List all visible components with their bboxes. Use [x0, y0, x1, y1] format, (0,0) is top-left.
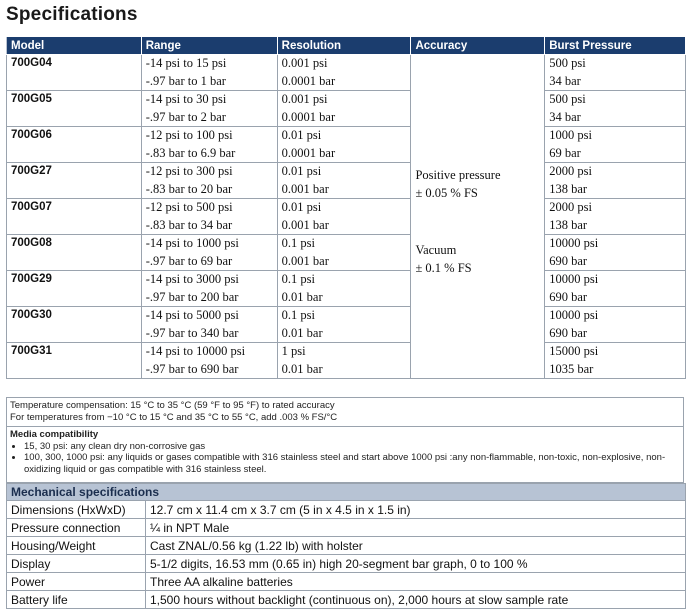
burst-pressure-cell-line: 2000 psi — [549, 164, 592, 178]
burst-pressure-cell — [545, 91, 686, 127]
resolution-cell-line: 1 psi — [281, 344, 306, 358]
range-cell-line: -.97 bar to 200 bar — [145, 289, 239, 304]
model-cell: 700G29 — [7, 271, 142, 307]
table-row — [7, 91, 686, 127]
mechanical-label: Pressure connection — [7, 519, 146, 537]
vacuum-accuracy — [415, 242, 540, 277]
resolution-cell-line: 0.001 psi — [281, 92, 328, 106]
range-cell-line: -14 psi to 3000 psi — [145, 272, 239, 286]
range-cell — [141, 199, 277, 235]
resolution-cell-line: 0.01 bar — [281, 325, 323, 340]
range-cell — [141, 307, 277, 343]
positive-pressure-label: Positive pressure — [415, 168, 501, 182]
resolution-cell-line: 0.001 psi — [281, 56, 328, 70]
mechanical-value: 1,500 hours without backlight (continuous on), 2,000 hours at slow sample rate — [146, 591, 686, 609]
mechanical-value: Three AA alkaline batteries — [146, 573, 686, 591]
resolution-cell-line: 0.0001 bar — [281, 145, 336, 160]
mechanical-label: Dimensions (HxWxD) — [7, 501, 146, 519]
burst-pressure-cell-line: 1000 psi — [549, 128, 592, 142]
table-row — [7, 501, 686, 519]
range-cell — [141, 91, 277, 127]
resolution-cell-line: 0.01 bar — [281, 361, 323, 376]
table-row — [7, 591, 686, 609]
resolution-cell — [277, 307, 411, 343]
resolution-cell-line: 0.001 bar — [281, 181, 329, 196]
burst-pressure-cell-line: 1035 bar — [549, 361, 594, 376]
model-cell: 700G05 — [7, 91, 142, 127]
range-cell-line: -.97 bar to 690 bar — [145, 361, 239, 376]
mechanical-value: 5-1/2 digits, 16.53 mm (0.65 in) high 20-segment bar graph, 0 to 100 % — [146, 555, 686, 573]
resolution-cell — [277, 235, 411, 271]
resolution-cell-line: 0.1 psi — [281, 236, 315, 250]
resolution-cell — [277, 127, 411, 163]
burst-pressure-cell — [545, 235, 686, 271]
burst-pressure-cell-line: 690 bar — [549, 289, 588, 304]
range-cell-line: -.97 bar to 340 bar — [145, 325, 239, 340]
model-cell: 700G07 — [7, 199, 142, 235]
resolution-cell-line: 0.01 psi — [281, 164, 322, 178]
range-cell-line: -.83 bar to 20 bar — [145, 181, 233, 196]
media-compatibility-heading: Media compatibility — [10, 429, 99, 440]
resolution-cell-line: 0.01 psi — [281, 200, 322, 214]
range-cell — [141, 55, 277, 91]
burst-pressure-cell-line: 690 bar — [549, 253, 588, 268]
resolution-cell-line: 0.01 bar — [281, 289, 323, 304]
range-cell — [141, 163, 277, 199]
media-list — [10, 441, 680, 476]
range-cell — [141, 235, 277, 271]
mechanical-label: Power — [7, 573, 146, 591]
mechanical-label: Display — [7, 555, 146, 573]
burst-pressure-cell-line: 138 bar — [549, 181, 588, 196]
mechanical-value: 12.7 cm x 11.4 cm x 3.7 cm (5 in x 4.5 in x 1.5 in) — [146, 501, 686, 519]
header-range: Range — [141, 37, 277, 55]
mechanical-value: ¼ in NPT Male — [146, 519, 686, 537]
resolution-cell — [277, 163, 411, 199]
range-cell-line: -14 psi to 10000 psi — [145, 344, 246, 358]
accuracy-cell — [411, 55, 545, 379]
table-header-row — [7, 37, 686, 55]
burst-pressure-cell-line: 15000 psi — [549, 344, 599, 358]
specifications-table — [6, 36, 686, 379]
range-cell-line: -14 psi to 5000 psi — [145, 308, 239, 322]
header-resolution: Resolution — [277, 37, 411, 55]
header-accuracy: Accuracy — [411, 37, 545, 55]
burst-pressure-cell — [545, 199, 686, 235]
range-cell-line: -14 psi to 30 psi — [145, 92, 227, 106]
resolution-cell-line: 0.001 bar — [281, 217, 329, 232]
positive-pressure-accuracy — [415, 167, 540, 202]
model-cell: 700G31 — [7, 343, 142, 379]
resolution-cell — [277, 55, 411, 91]
resolution-cell-line: 0.0001 bar — [281, 109, 336, 124]
table-row — [7, 307, 686, 343]
burst-pressure-cell-line: 10000 psi — [549, 236, 599, 250]
range-cell — [141, 127, 277, 163]
model-cell: 700G30 — [7, 307, 142, 343]
model-cell: 700G04 — [7, 55, 142, 91]
resolution-cell — [277, 199, 411, 235]
range-cell-line: -12 psi to 300 psi — [145, 164, 233, 178]
table-row — [7, 271, 686, 307]
resolution-cell-line: 0.0001 bar — [281, 73, 336, 88]
range-cell-line: -.97 bar to 1 bar — [145, 73, 226, 88]
resolution-cell — [277, 91, 411, 127]
burst-pressure-cell-line: 34 bar — [549, 73, 581, 88]
burst-pressure-cell-line: 10000 psi — [549, 308, 599, 322]
mechanical-specifications-table — [6, 483, 686, 609]
burst-pressure-cell — [545, 271, 686, 307]
temperature-notes — [6, 397, 684, 427]
range-cell-line: -.97 bar to 69 bar — [145, 253, 233, 268]
header-model: Model — [7, 37, 142, 55]
burst-pressure-cell-line: 34 bar — [549, 109, 581, 124]
table-row — [7, 537, 686, 555]
model-cell: 700G08 — [7, 235, 142, 271]
table-row — [7, 235, 686, 271]
range-cell-line: -12 psi to 500 psi — [145, 200, 233, 214]
range-cell — [141, 343, 277, 379]
mechanical-label: Housing/Weight — [7, 537, 146, 555]
temperature-compensation-note: Temperature compensation: 15 °C to 35 °C (59 °F to 95 °F) to rated accuracy — [10, 400, 335, 411]
table-row — [7, 199, 686, 235]
table-row — [7, 555, 686, 573]
table-row — [7, 127, 686, 163]
range-cell-line: -.83 bar to 6.9 bar — [145, 145, 236, 160]
page-title: Specifications — [6, 4, 138, 25]
burst-pressure-cell — [545, 163, 686, 199]
resolution-cell — [277, 271, 411, 307]
table-row — [7, 343, 686, 379]
burst-pressure-cell-line: 138 bar — [549, 217, 588, 232]
positive-pressure-value: ± 0.05 % FS — [415, 185, 478, 200]
burst-pressure-cell-line: 10000 psi — [549, 272, 599, 286]
list-item: • 15, 30 psi: any clean dry non-corrosive gas — [24, 441, 680, 453]
table-row — [7, 55, 686, 91]
resolution-cell — [277, 343, 411, 379]
range-cell — [141, 271, 277, 307]
burst-pressure-cell-line: 2000 psi — [549, 200, 592, 214]
resolution-cell-line: 0.1 psi — [281, 272, 315, 286]
burst-pressure-cell-line: 690 bar — [549, 325, 588, 340]
mechanical-heading: Mechanical specifications — [7, 484, 686, 501]
resolution-cell-line: 0.1 psi — [281, 308, 315, 322]
burst-pressure-cell — [545, 307, 686, 343]
range-cell-line: -14 psi to 1000 psi — [145, 236, 239, 250]
mechanical-label: Battery life — [7, 591, 146, 609]
resolution-cell-line: 0.01 psi — [281, 128, 322, 142]
range-cell-line: -14 psi to 15 psi — [145, 56, 227, 70]
table-row — [7, 519, 686, 537]
header-burst-pressure: Burst Pressure — [545, 37, 686, 55]
list-item: • 100, 300, 1000 psi: any liquids or gases compatible with 316 stainless steel and start above 1000 psi :any non-flammable, non-toxic, non-explosive, non-oxidizing liquid or gas compatible with 316 stainless steel. — [24, 452, 680, 475]
model-cell: 700G06 — [7, 127, 142, 163]
table-row — [7, 573, 686, 591]
mechanical-value: Cast ZNAL/0.56 kg (1.22 lb) with holster — [146, 537, 686, 555]
vacuum-value: ± 0.1 % FS — [415, 260, 472, 275]
table-row — [7, 163, 686, 199]
burst-pressure-cell-line: 500 psi — [549, 56, 586, 70]
range-cell-line: -12 psi to 100 psi — [145, 128, 233, 142]
vacuum-label: Vacuum — [415, 243, 457, 257]
burst-pressure-cell-line: 69 bar — [549, 145, 581, 160]
resolution-cell-line: 0.001 bar — [281, 253, 329, 268]
model-cell: 700G27 — [7, 163, 142, 199]
burst-pressure-cell — [545, 55, 686, 91]
range-cell-line: -.83 bar to 34 bar — [145, 217, 233, 232]
burst-pressure-cell-line: 500 psi — [549, 92, 586, 106]
burst-pressure-cell — [545, 127, 686, 163]
temperature-range-note: For temperatures from −10 °C to 15 °C and 35 °C to 55 °C, add .003 % FS/°C — [10, 412, 338, 423]
media-compatibility — [6, 427, 684, 483]
burst-pressure-cell — [545, 343, 686, 379]
range-cell-line: -.97 bar to 2 bar — [145, 109, 226, 124]
